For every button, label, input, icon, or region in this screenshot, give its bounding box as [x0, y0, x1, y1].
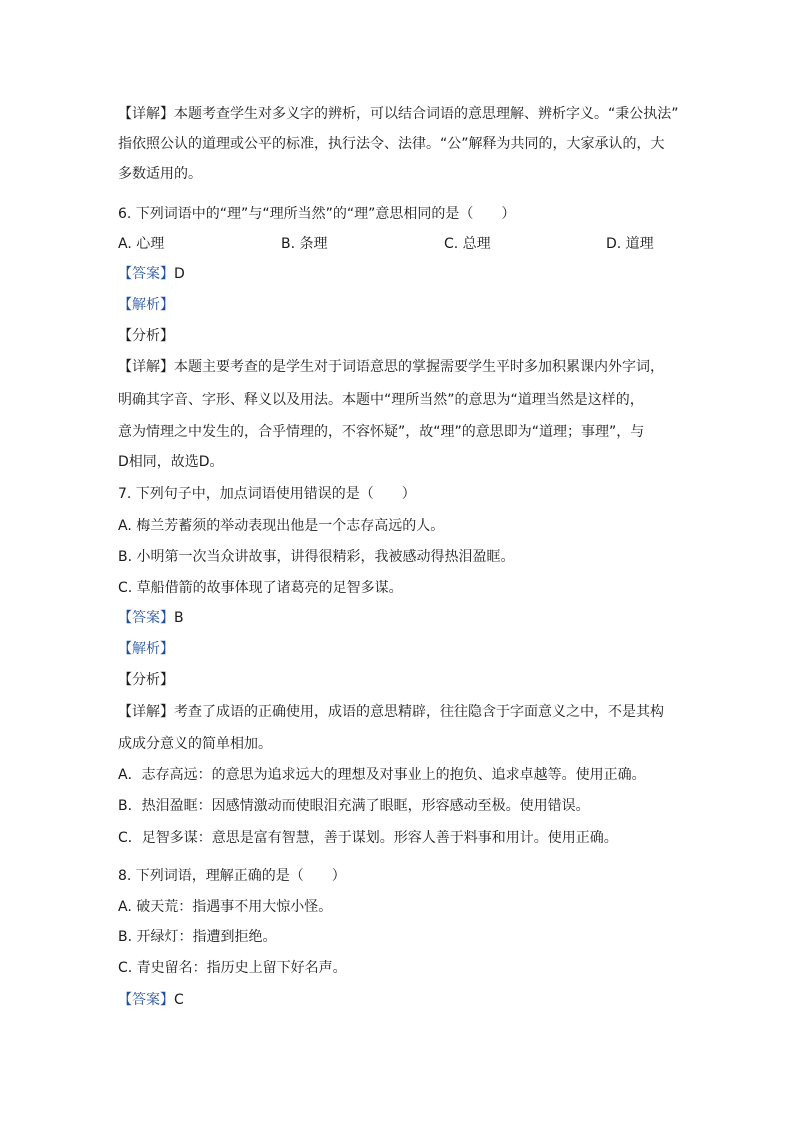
q8-option-a: A. 破天荒：指遇事不用大惊小怪。	[118, 899, 333, 915]
prev-detail-line-2: 指依照公认的道理或公平的标准，执行法令、法律。“公”解释为共同的，大家承认的，大	[118, 136, 665, 152]
answer-tag: 【答案】	[118, 992, 174, 1008]
q7-detail-line-2: 成成分意义的简单相加。	[118, 736, 272, 752]
q6-stem: 6. 下列词语中的“理”与“理所当然”的“理”意思相同的是（ ）	[118, 206, 516, 222]
q7-explain-b: B．热泪盈眶：因感情激动而使眼泪充满了眼眶，形容感动至极。使用错误。	[118, 798, 590, 814]
q8-answer	[118, 990, 184, 1010]
q7-explain-c: C．足智多谋：意思是富有智慧，善于谋划。形容人善于料事和用计。使用正确。	[118, 830, 618, 846]
q7-analysis-tag: 【解析】	[118, 641, 174, 657]
q6-detail-line-4: D相同，故选D。	[118, 454, 224, 470]
q8-option-b: B. 开绿灯：指遭到拒绝。	[118, 929, 277, 945]
answer-value: D	[174, 266, 185, 282]
q7-option-c: C. 草船借箭的故事体现了诸葛亮的足智多谋。	[118, 580, 403, 596]
q7-fenxi-tag: 【分析】	[118, 672, 174, 688]
detail-text: 本题考查学生对多义字的辨析，可以结合词语的意思理解、辨析字义。“秉公执法”	[174, 106, 679, 122]
q6-option-b: B. 条理	[281, 236, 328, 252]
q7-answer	[118, 608, 184, 628]
detail-tag: 【详解】	[118, 106, 174, 122]
q7-option-b: B. 小明第一次当众讲故事，讲得很精彩，我被感动得热泪盈眶。	[118, 549, 515, 565]
q6-option-c: C. 总理	[444, 236, 491, 252]
prev-detail-line-1	[118, 104, 679, 124]
prev-detail-line-3: 多数适用的。	[118, 166, 202, 182]
q6-options	[118, 234, 678, 254]
q8-stem: 8. 下列词语，理解正确的是（ ）	[118, 868, 346, 884]
q6-answer	[118, 264, 185, 284]
q6-detail-line-2: 明确其字音、字形、释义以及用法。本题中“理所当然”的意思为“道理当然是这样的，	[118, 392, 644, 408]
detail-tag: 【详解】	[118, 704, 174, 720]
answer-value: C	[174, 992, 184, 1008]
q7-detail-line-1	[118, 702, 664, 722]
answer-tag: 【答案】	[118, 610, 174, 626]
q8-option-c: C. 青史留名：指历史上留下好名声。	[118, 960, 347, 976]
q7-stem: 7. 下列句子中，加点词语使用错误的是（ ）	[118, 486, 416, 502]
q6-detail-line-1	[118, 357, 664, 377]
q6-analysis-tag: 【解析】	[118, 297, 174, 313]
q7-explain-a: A．志存高远：的意思为追求远大的理想及对事业上的抱负、追求卓越等。使用正确。	[118, 767, 646, 783]
q6-option-d: D. 道理	[606, 236, 654, 252]
q7-option-a: A. 梅兰芳蓄须的举动表现出他是一个志存高远的人。	[118, 518, 445, 534]
answer-value: B	[174, 610, 184, 626]
detail-text: 本题主要考查的是学生对于词语意思的掌握需要学生平时多加积累课内外字词，	[174, 359, 664, 375]
answer-tag: 【答案】	[118, 266, 174, 282]
detail-tag: 【详解】	[118, 359, 174, 375]
detail-text: 考查了成语的正确使用，成语的意思精辟，往往隐含于字面意义之中，不是其构	[174, 704, 664, 720]
q6-option-a: A. 心理	[118, 236, 165, 252]
q6-fenxi-tag: 【分析】	[118, 328, 174, 344]
q6-detail-line-3: 意为情理之中发生的，合乎情理的，不容怀疑”，故“理”的意思即为“道理；事理”，与	[118, 424, 645, 440]
